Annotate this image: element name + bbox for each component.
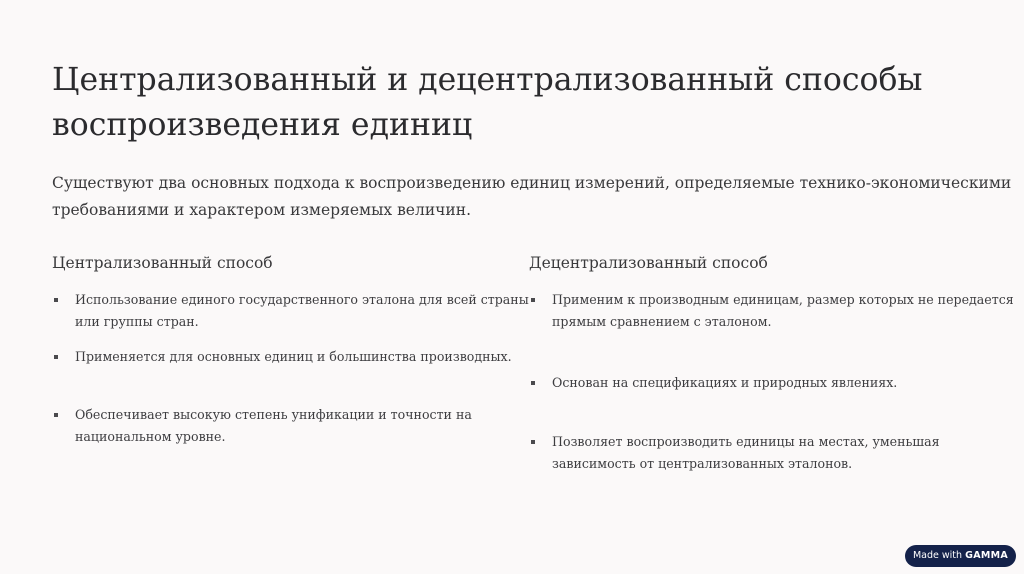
made-with-gamma-badge[interactable] xyxy=(905,545,1016,567)
intro-line-2: требованиями и характером измеряемых величин. xyxy=(52,201,471,219)
list-item-text xyxy=(75,404,512,448)
column-heading-decentralized: Децентрализованный способ xyxy=(529,254,768,272)
list-item-text xyxy=(75,346,512,368)
bullet-marker-icon xyxy=(54,298,58,302)
intro-line-1: Существуют два основных подхода к воспроизведению единиц измерений, определяемые технико-экономическими xyxy=(52,174,1012,192)
list-item-line: Применяется для основных единиц и большинства производных. xyxy=(75,349,512,364)
badge-prefix: Made with xyxy=(912,550,963,561)
list-item xyxy=(529,431,989,475)
bullet-marker-icon xyxy=(531,440,535,444)
list-item-line: Обеспечивает высокую степень унификации и точности на xyxy=(75,407,472,422)
list-item-text xyxy=(75,289,529,333)
list-item xyxy=(52,404,512,448)
list-item-line: Позволяет воспроизводить единицы на местах, уменьшая xyxy=(552,434,940,449)
list-item xyxy=(52,346,512,368)
list-item-line: прямым сравнением с эталоном. xyxy=(552,314,772,329)
decentralized-column xyxy=(529,252,1014,471)
list-item-line: или группы стран. xyxy=(75,314,199,329)
list-item-text xyxy=(552,372,989,394)
bullet-marker-icon xyxy=(54,355,58,359)
list-item-text xyxy=(552,289,1014,333)
list-item-line: Применим к производным единицам, размер которых не передается xyxy=(552,292,1014,307)
centralized-column xyxy=(52,252,529,444)
title-line-1: Централизованный и децентрализованный способы xyxy=(52,62,923,98)
list-item-line: Основан на спецификациях и природных явлениях. xyxy=(552,375,898,390)
column-heading-centralized: Централизованный способ xyxy=(52,254,273,272)
title-line-2: воспроизведения единиц xyxy=(52,107,473,143)
intro-paragraph xyxy=(52,170,1012,224)
page-title xyxy=(52,58,952,148)
gamma-logo: GAMMA xyxy=(965,550,1009,561)
bullet-marker-icon xyxy=(54,413,58,417)
bullet-marker-icon xyxy=(531,298,535,302)
list-item-text xyxy=(552,431,989,475)
list-item-line: национальном уровне. xyxy=(75,429,226,444)
bullet-marker-icon xyxy=(531,381,535,385)
list-item xyxy=(52,289,529,333)
list-item-line: Использование единого государственного эталона для всей страны xyxy=(75,292,529,307)
list-item xyxy=(529,289,1014,333)
list-item xyxy=(529,372,989,394)
list-item-line: зависимость от централизованных эталонов. xyxy=(552,456,853,471)
